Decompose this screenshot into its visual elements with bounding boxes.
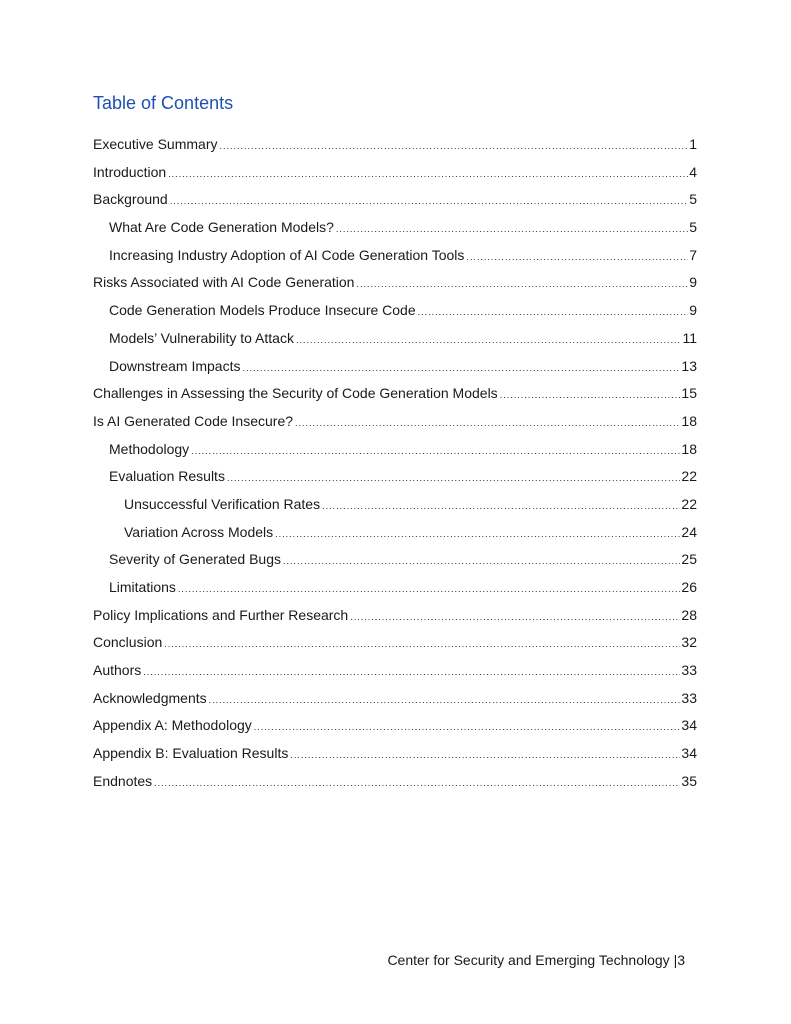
toc-entry[interactable] — [93, 159, 697, 187]
toc-dot-leader — [154, 770, 680, 798]
toc-entry-title: Endnotes — [93, 772, 153, 789]
toc-entry[interactable] — [93, 768, 697, 796]
toc-entry[interactable] — [93, 214, 697, 242]
toc-entry[interactable] — [93, 269, 697, 297]
toc-entry-page-number: 35 — [681, 772, 697, 789]
toc-entry-title: Policy Implications and Further Research — [93, 606, 349, 623]
toc-entry-page-number: 28 — [681, 606, 697, 623]
toc-entry-page-number: 9 — [689, 302, 697, 319]
toc-entry[interactable] — [93, 186, 697, 214]
toc-dot-leader — [350, 604, 680, 632]
toc-dot-leader — [500, 382, 681, 410]
toc-dot-leader — [219, 133, 688, 161]
toc-entry-title: Introduction — [93, 163, 167, 180]
toc-entry[interactable] — [93, 629, 697, 657]
toc-entry-page-number: 7 — [689, 246, 697, 263]
toc-entry-title: Challenges in Assessing the Security of Code Generation Models — [93, 385, 498, 402]
toc-entry-page-number: 34 — [681, 745, 697, 762]
toc-entry-title: Is AI Generated Code Insecure? — [93, 412, 294, 429]
toc-entry[interactable] — [93, 353, 697, 381]
toc-entry[interactable] — [93, 242, 697, 270]
toc-dot-leader — [336, 216, 688, 244]
toc-entry[interactable] — [93, 712, 697, 740]
toc-entry-title: Increasing Industry Adoption of AI Code Generation Tools — [109, 246, 465, 263]
toc-entry[interactable] — [93, 740, 697, 768]
toc-entry[interactable] — [93, 546, 697, 574]
footer-org: Center for Security and Emerging Technology — [387, 952, 670, 968]
toc-entry-page-number: 4 — [689, 163, 697, 180]
toc-entry-page-number: 9 — [689, 274, 697, 291]
toc-entry-title: Severity of Generated Bugs — [109, 551, 281, 568]
toc-entry-title: Downstream Impacts — [109, 357, 241, 374]
toc-entry[interactable] — [93, 519, 697, 547]
toc-entry-page-number: 5 — [689, 219, 697, 236]
toc-entry-page-number: 25 — [681, 551, 697, 568]
toc-entry-title: Evaluation Results — [109, 468, 225, 485]
toc-entry-title: Risks Associated with AI Code Generation — [93, 274, 355, 291]
toc-dot-leader — [242, 355, 680, 383]
toc-entry-page-number: 33 — [681, 662, 697, 679]
toc-dot-leader — [275, 521, 680, 549]
toc-dot-leader — [283, 548, 680, 576]
toc-dot-leader — [466, 244, 688, 272]
toc-dot-leader — [164, 631, 680, 659]
toc-dot-leader — [143, 659, 680, 687]
toc-entry[interactable] — [93, 408, 697, 436]
toc-entry-title: Executive Summary — [93, 136, 218, 152]
toc-dot-leader — [168, 161, 688, 189]
toc-dot-leader — [227, 465, 680, 493]
toc-entry[interactable] — [93, 602, 697, 630]
toc-dot-leader — [322, 493, 680, 521]
toc-entry-page-number: 26 — [681, 579, 697, 595]
toc-title: Table of Contents — [93, 93, 234, 113]
toc-dot-leader — [178, 576, 681, 604]
toc-entry-title: Limitations — [109, 579, 176, 595]
toc-entry[interactable] — [93, 131, 697, 159]
toc-dot-leader — [418, 299, 689, 327]
toc-entry-page-number: 32 — [681, 634, 697, 651]
toc-entry[interactable] — [93, 325, 697, 353]
toc-entry[interactable] — [93, 491, 697, 519]
toc-dot-leader — [356, 271, 688, 299]
toc-entry-title: Appendix B: Evaluation Results — [93, 745, 289, 762]
toc-entry-page-number: 33 — [681, 689, 697, 706]
toc-entry-title: Authors — [93, 662, 142, 679]
toc-entry-title: Methodology — [109, 440, 190, 457]
toc-entry-title: Conclusion — [93, 634, 163, 651]
toc-entry[interactable] — [93, 380, 697, 408]
footer-page-number: 3 — [677, 952, 685, 968]
toc-entry-title: Code Generation Models Produce Insecure Code — [109, 302, 416, 319]
toc-entry-title: What Are Code Generation Models? — [109, 219, 334, 236]
toc-dot-leader — [296, 327, 682, 355]
toc-entry[interactable] — [93, 297, 697, 325]
toc-dot-leader — [295, 410, 680, 438]
toc-entry-title: Models’ Vulnerability to Attack — [109, 329, 294, 346]
toc-entry-title: Unsuccessful Verification Rates — [124, 495, 321, 512]
toc-list — [93, 131, 697, 796]
toc-entry-page-number: 5 — [689, 191, 697, 208]
toc-entry-page-number: 18 — [681, 440, 697, 457]
toc-entry-title: Background — [93, 191, 168, 208]
toc-entry-title: Appendix A: Methodology — [93, 717, 252, 734]
toc-entry-page-number: 15 — [681, 385, 697, 402]
toc-entry-page-number: 18 — [681, 412, 697, 429]
toc-entry-page-number: 22 — [681, 495, 697, 512]
toc-entry[interactable] — [93, 685, 697, 713]
toc-dot-leader — [170, 188, 688, 216]
toc-entry[interactable] — [93, 463, 697, 491]
toc-dot-leader — [191, 438, 680, 466]
toc-entry-title: Acknowledgments — [93, 689, 207, 706]
toc-entry-page-number: 13 — [681, 357, 697, 374]
toc-entry[interactable] — [93, 574, 697, 602]
toc-dot-leader — [290, 742, 680, 770]
toc-entry-page-number: 24 — [681, 523, 697, 540]
toc-dot-leader — [254, 714, 681, 742]
toc-entry-page-number: 22 — [681, 468, 697, 485]
toc-entry[interactable] — [93, 436, 697, 464]
page-footer — [387, 952, 685, 968]
footer-separator: | — [673, 952, 678, 968]
toc-entry-page-number: 11 — [682, 329, 697, 346]
toc-entry-page-number: 1 — [689, 136, 697, 152]
toc-entry[interactable] — [93, 657, 697, 685]
toc-entry-title: Variation Across Models — [124, 523, 274, 540]
toc-entry-page-number: 34 — [681, 717, 697, 734]
toc-dot-leader — [209, 687, 681, 715]
